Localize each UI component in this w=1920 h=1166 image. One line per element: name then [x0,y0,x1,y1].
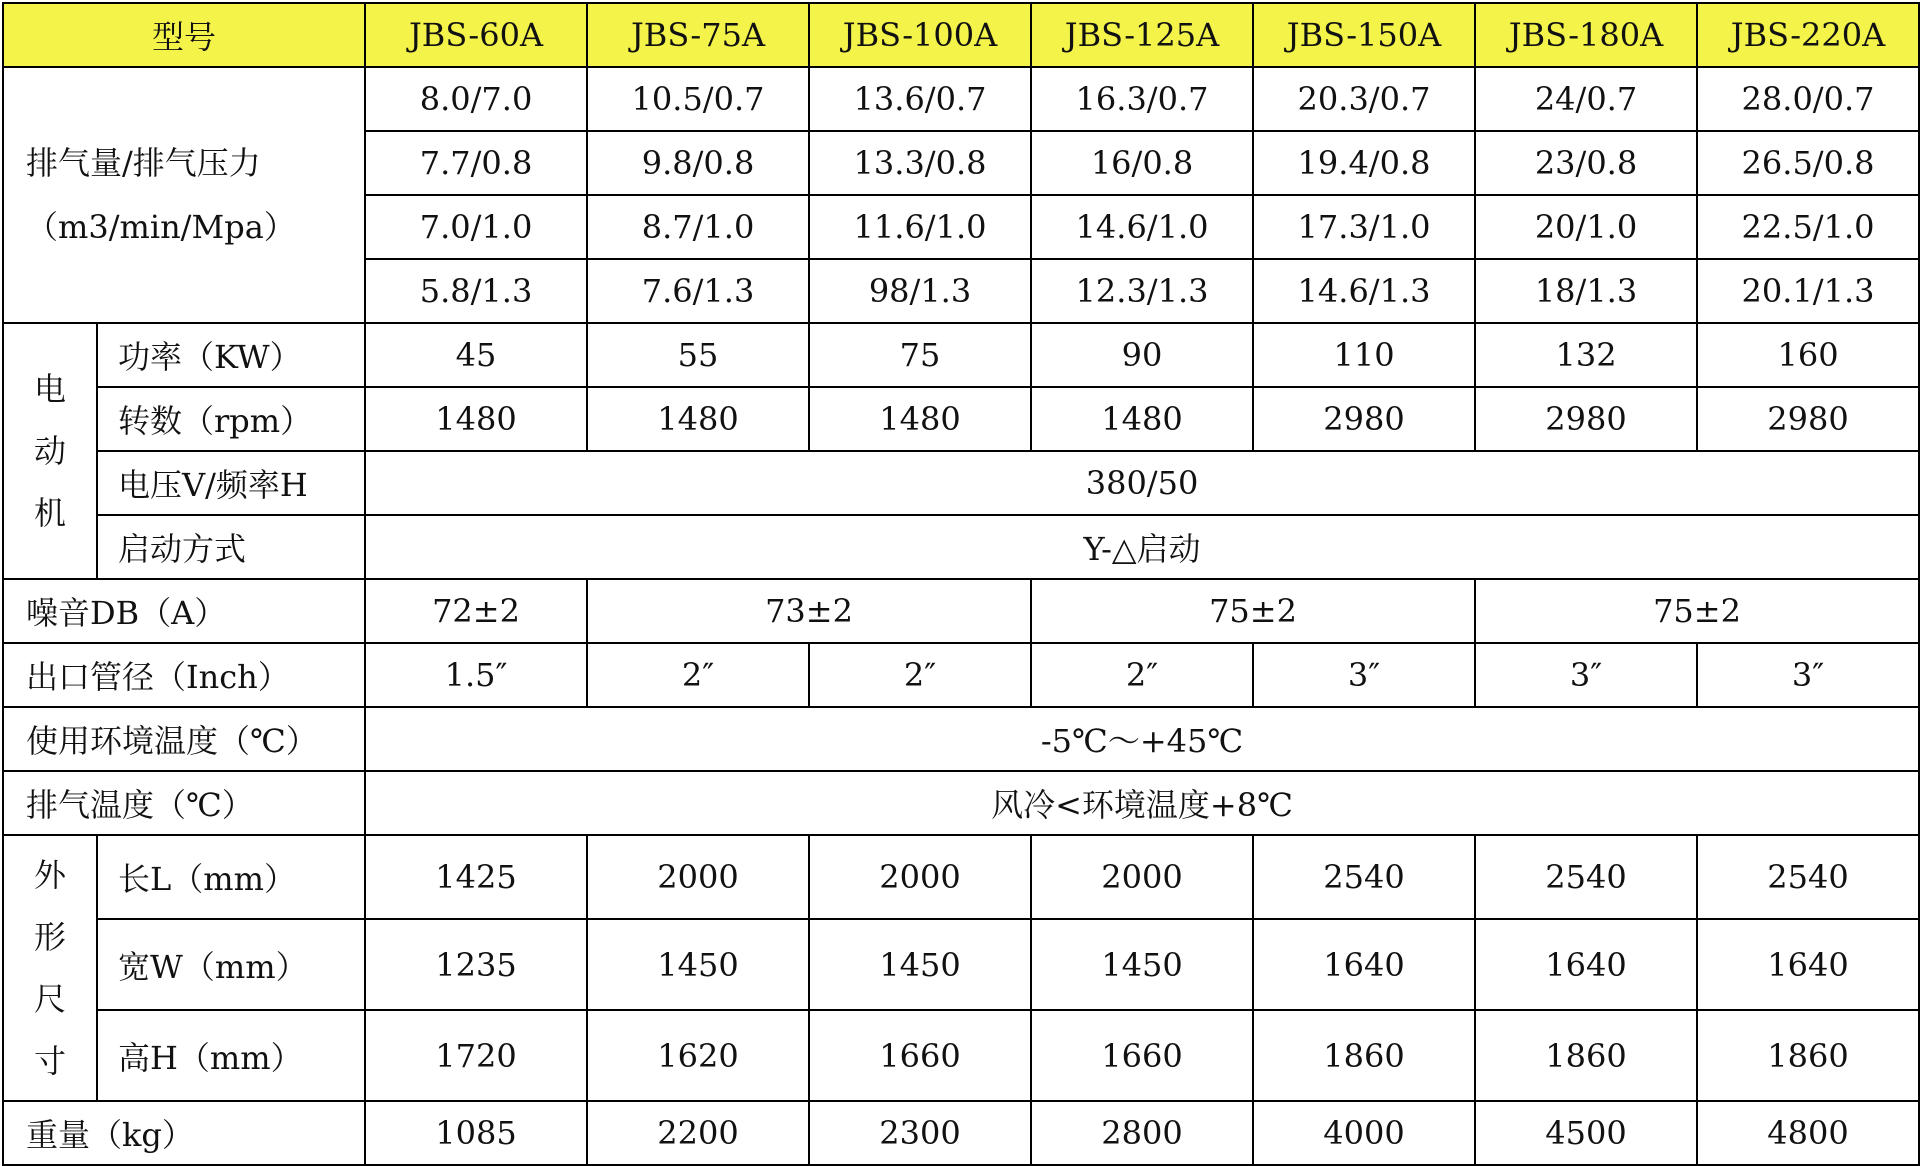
outlet-label: 出口管径（Inch） [3,643,365,707]
ambient-cell: -5℃～+45℃ [365,707,1919,771]
noise-cell: 75±2 [1031,579,1475,643]
displacement-cell: 7.0/1.0 [365,195,587,259]
weight-label: 重量（kg） [3,1101,365,1165]
length-cell: 2000 [587,835,809,919]
height-cell: 1860 [1697,1010,1919,1101]
width-cell: 1640 [1475,919,1697,1010]
exhaust-temp-row [3,771,1919,835]
motor-group-label [3,323,97,579]
noise-cell: 75±2 [1475,579,1919,643]
motor-start-label: 启动方式 [97,515,365,579]
exhaust-temp-label: 排气温度（℃） [3,771,365,835]
length-label: 长L（mm） [97,835,365,919]
displacement-cell: 11.6/1.0 [809,195,1031,259]
displacement-cell: 28.0/0.7 [1697,67,1919,131]
outlet-cell: 2″ [587,643,809,707]
width-cell: 1235 [365,919,587,1010]
displacement-cell: 16.3/0.7 [1031,67,1253,131]
displacement-cell: 14.6/1.3 [1253,259,1475,323]
speed-cell: 1480 [809,387,1031,451]
dimensions-label-char: 寸 [33,1042,66,1080]
weight-row [3,1101,1919,1165]
displacement-cell: 23/0.8 [1475,131,1697,195]
outlet-cell: 3″ [1253,643,1475,707]
height-cell: 1660 [809,1010,1031,1101]
power-cell: 90 [1031,323,1253,387]
displacement-cell: 7.6/1.3 [587,259,809,323]
header-row [3,3,1919,67]
displacement-cell: 16/0.8 [1031,131,1253,195]
weight-cell: 4800 [1697,1101,1919,1165]
speed-cell: 1480 [1031,387,1253,451]
displacement-cell: 13.3/0.8 [809,131,1031,195]
ambient-label: 使用环境温度（℃） [3,707,365,771]
height-cell: 1620 [587,1010,809,1101]
displacement-cell: 8.0/7.0 [365,67,587,131]
displacement-cell: 20.3/0.7 [1253,67,1475,131]
width-label: 宽W（mm） [97,919,365,1010]
weight-cell: 2300 [809,1101,1031,1165]
noise-label: 噪音DB（A） [3,579,365,643]
noise-cell: 72±2 [365,579,587,643]
exhaust-temp-cell: 风冷<环境温度+8℃ [365,771,1919,835]
motor-label-char: 机 [33,494,66,532]
outlet-cell: 1.5″ [365,643,587,707]
motor-voltage-label: 电压V/频率H [97,451,365,515]
length-cell: 2540 [1697,835,1919,919]
displacement-label: 排气量/排气压力 [26,144,261,182]
spec-table [2,2,1920,1166]
dimensions-group-label [3,835,97,1101]
displacement-cell: 98/1.3 [809,259,1031,323]
height-cell: 1860 [1253,1010,1475,1101]
width-cell: 1450 [1031,919,1253,1010]
power-cell: 110 [1253,323,1475,387]
weight-cell: 4500 [1475,1101,1697,1165]
motor-label-char: 动 [33,432,66,470]
weight-cell: 4000 [1253,1101,1475,1165]
length-cell: 2540 [1253,835,1475,919]
voltage-cell: 380/50 [365,451,1919,515]
weight-cell: 2200 [587,1101,809,1165]
model-cell: JBS-220A [1697,3,1919,67]
displacement-cell: 20/1.0 [1475,195,1697,259]
width-row [3,919,1919,1010]
displacement-cell: 18/1.3 [1475,259,1697,323]
width-cell: 1450 [587,919,809,1010]
height-row [3,1010,1919,1101]
motor-voltage-row [3,451,1919,515]
displacement-unit: （m3/min/Mpa） [26,208,296,246]
length-row [3,835,1919,919]
length-cell: 2000 [809,835,1031,919]
displacement-cell: 8.7/1.0 [587,195,809,259]
outlet-cell: 3″ [1697,643,1919,707]
power-cell: 75 [809,323,1031,387]
displacement-cell: 20.1/1.3 [1697,259,1919,323]
motor-start-row [3,515,1919,579]
height-cell: 1720 [365,1010,587,1101]
motor-power-row [3,323,1919,387]
displacement-cell: 9.8/0.8 [587,131,809,195]
displacement-cell: 7.7/0.8 [365,131,587,195]
height-cell: 1660 [1031,1010,1253,1101]
width-cell: 1450 [809,919,1031,1010]
displacement-cell: 10.5/0.7 [587,67,809,131]
power-cell: 132 [1475,323,1697,387]
displacement-cell: 17.3/1.0 [1253,195,1475,259]
displacement-cell: 13.6/0.7 [809,67,1031,131]
dimensions-label-char: 形 [33,918,66,956]
weight-cell: 1085 [365,1101,587,1165]
displacement-label-cell [3,67,365,323]
noise-row [3,579,1919,643]
displacement-cell: 26.5/0.8 [1697,131,1919,195]
displacement-cell: 24/0.7 [1475,67,1697,131]
motor-speed-label: 转数（rpm） [97,387,365,451]
motor-label-char: 电 [33,370,66,408]
model-cell: JBS-75A [587,3,809,67]
width-cell: 1640 [1253,919,1475,1010]
speed-cell: 2980 [1253,387,1475,451]
model-cell: JBS-125A [1031,3,1253,67]
outlet-row [3,643,1919,707]
height-cell: 1860 [1475,1010,1697,1101]
noise-cell: 73±2 [587,579,1031,643]
model-header-cell: 型号 [3,3,365,67]
dimensions-label-char: 尺 [33,980,66,1018]
model-cell: JBS-60A [365,3,587,67]
length-cell: 1425 [365,835,587,919]
length-cell: 2540 [1475,835,1697,919]
displacement-cell: 19.4/0.8 [1253,131,1475,195]
speed-cell: 2980 [1697,387,1919,451]
outlet-cell: 2″ [809,643,1031,707]
power-cell: 45 [365,323,587,387]
motor-speed-row [3,387,1919,451]
width-cell: 1640 [1697,919,1919,1010]
displacement-cell: 5.8/1.3 [365,259,587,323]
weight-cell: 2800 [1031,1101,1253,1165]
length-cell: 2000 [1031,835,1253,919]
model-cell: JBS-180A [1475,3,1697,67]
height-label: 高H（mm） [97,1010,365,1101]
model-cell: JBS-100A [809,3,1031,67]
displacement-cell: 14.6/1.0 [1031,195,1253,259]
motor-power-label: 功率（KW） [97,323,365,387]
outlet-cell: 3″ [1475,643,1697,707]
model-cell: JBS-150A [1253,3,1475,67]
speed-cell: 2980 [1475,387,1697,451]
power-cell: 55 [587,323,809,387]
ambient-row [3,707,1919,771]
displacement-cell: 22.5/1.0 [1697,195,1919,259]
displacement-cell: 12.3/1.3 [1031,259,1253,323]
start-method-cell: Y-△启动 [365,515,1919,579]
dimensions-label-char: 外 [33,856,66,894]
speed-cell: 1480 [365,387,587,451]
outlet-cell: 2″ [1031,643,1253,707]
displacement-row [3,67,1919,131]
power-cell: 160 [1697,323,1919,387]
speed-cell: 1480 [587,387,809,451]
